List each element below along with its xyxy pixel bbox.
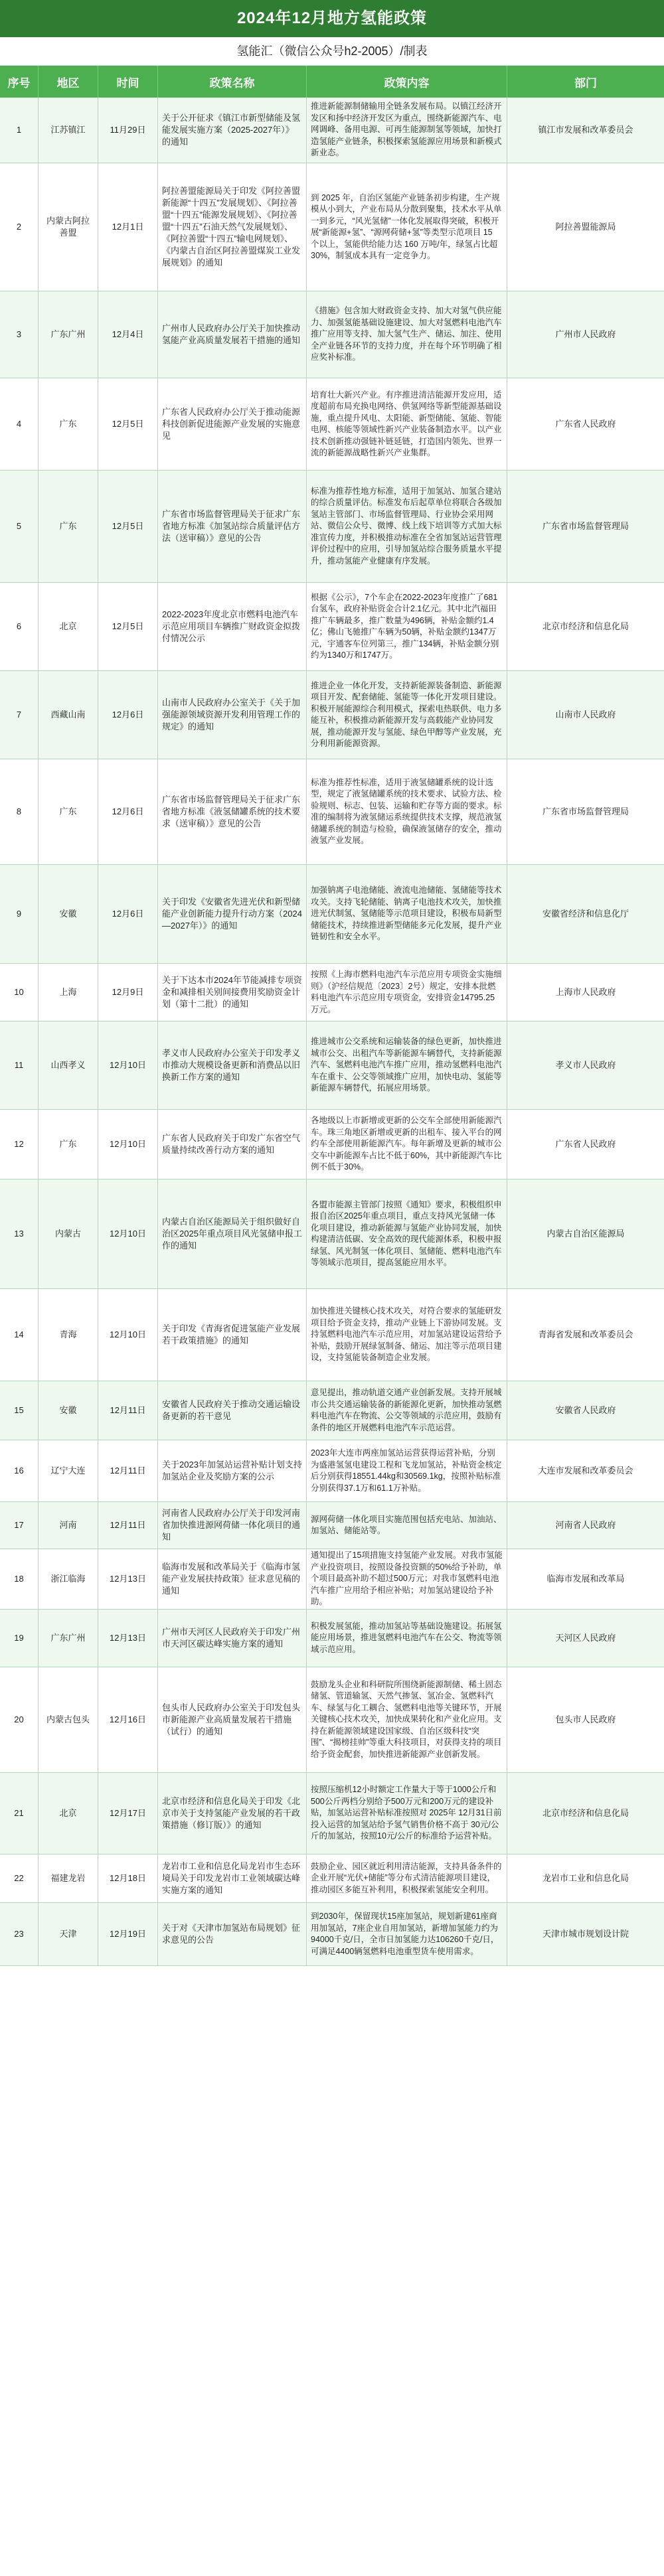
table-row [0,1549,664,1610]
row-number: 11 [0,1022,39,1109]
row-department: 临海市发展和改革局 [546,1574,625,1584]
row-date: 12月11日 [98,1381,158,1440]
row-policy-name: 关于印发《青海省促进氢能产业发展若干政策措施》的通知 [158,1289,307,1381]
row-date: 12月13日 [98,1549,158,1609]
row-department: 阿拉善盟能源局 [555,222,616,232]
row-policy-content: 推进企业一体化开发，支持新能源装备制造、新能源项目开发、配套储能、氢能等一体化开发项目建设。积极开展能源综合利用模式，探索电热联供、电力多能互补，积极推动新能源开发与高载能产业协同发展，推动能源开发与氢能、绿色甲醇等产业发展，充分利用新能源资源。 [307,671,507,759]
row-date: 12月17日 [98,1773,158,1854]
row-department: 北京市经济和信息化局 [542,621,629,631]
row-policy-name: 孝义市人民政府办公室关于印发孝义市推动大规模设备更新和消费品以旧换新工作方案的通知 [158,1022,307,1109]
table-row [0,583,664,671]
row-policy-content: 标准为推荐性标准，适用于液氢储罐系统的设计选型，规定了液氢储罐系统的技术要求、试验方法、检验规则、标志、包装、运输和贮存等方面的要求。标准的编制将为液氢储运系统提供技术支撑，规范液氢储罐系统的制造与检验，确保液氢储存的安全，推动液氢产业发展。 [307,759,507,864]
table-row [0,964,664,1022]
row-department: 上海市人民政府 [555,987,616,997]
table-row [0,1110,664,1179]
row-department: 青海省发展和改革委员会 [538,1329,633,1339]
table-row [0,163,664,291]
table-row [0,1855,664,1903]
row-region: 广东广州 [39,1610,98,1667]
row-policy-content: 源网荷储一体化项目实施范围包括充电站、加油站、加氢站、储能站等。 [307,1502,507,1549]
row-policy-name: 关于2023年加氢站运营补贴计划支持加氢站企业及奖励方案的公示 [158,1440,307,1501]
row-region: 内蒙古 [39,1179,98,1288]
row-department: 广东省人民政府 [555,1139,616,1149]
row-policy-content: 鼓励龙头企业和科研院所围绕新能源制储、稀土固态储氢、管道输氢、天然气掺氢、氢冶金、氢燃料汽车、绿氢与化工耦合、氢燃料电池等关键环节，开展关键核心技术攻关，加快成果转化和产业化应用。支持在新能源领域建设国家级、自治区级科技“突围”、“揭榜挂帅”等重大科技项目，对获得支持的项目给予资金配套，加快推进新能源产业创新发展。 [307,1667,507,1772]
row-number: 14 [0,1289,39,1381]
row-region: 江苏镇江 [39,98,98,163]
table-row [0,671,664,759]
row-policy-name: 龙岩市工业和信息化局龙岩市生态环境局关于印发龙岩市工业领域碳达峰实施方案的通知 [158,1855,307,1902]
row-region: 北京 [39,1773,98,1854]
row-number: 17 [0,1502,39,1549]
row-policy-name: 广东省人民政府关于印发广东省空气质量持续改善行动方案的通知 [158,1110,307,1179]
row-department: 广东省市场监督管理局 [542,806,629,816]
column-header-no: 序号 [0,66,39,98]
column-header-department: 部门 [574,76,597,90]
row-date: 12月13日 [98,1610,158,1667]
row-policy-content: 按照压缩机12小时额定工作量大于等于1000公斤和500公斤两档分别给予500万元和200万元的建设补贴，加氢站运营补贴标准按照对 2025年 12月31日前投入运营的加氢站给予氢气销售价格不高于 30元/公斤的加氢站，按照10元/公斤的标准给予运营补贴。 [307,1773,507,1854]
row-policy-content: 根据《公示》，7个车企在2022-2023年度推广了681台氢车，政府补贴资金合计2.1亿元。其中北汽福田推广车辆最多，推广数量为496辆，补贴金额约1.4亿；佛山飞驰推广车辆为50辆，补贴金额约1347万元，宇通客车位列第三，推广134辆，补贴金额分别约为1340万和1747万。 [307,583,507,670]
row-policy-name: 广州市天河区人民政府关于印发广州市天河区碳达峰实施方案的通知 [158,1610,307,1667]
row-policy-name: 关于印发《安徽省先进光伏和新型储能产业创新能力提升行动方案（2024—2027年）》的通知 [158,865,307,963]
row-policy-name: 广东省市场监督管理局关于征求广东省地方标准《液氢储罐系统的技术要求（送审稿）》意见的公告 [158,759,307,864]
column-header-policy-name: 政策名称 [158,66,307,98]
row-policy-content: 到 2025 年，自治区氢能产业链条初步构建，生产规模从小到大，产业布局从分散到聚集，技术水平从单一到多元，“风光氢储”一体化发展取得突破，积极开展“新能源+氢”、“源网荷储+氢”等类型示范项目 15 个以上，氢能供给能力达 160 万吨/年，绿氢占比超 30%，制氢成本具有一定竞争力。 [307,163,507,291]
row-region: 福建龙岩 [39,1855,98,1902]
row-policy-content: 意见提出，推动轨道交通产业创新发展。支持开展城市公共交通运输装备的新能源化更新，加快推动氢燃料电池汽车在物流、公交等领域的示范应用，鼓励有条件的地区开展燃料电池汽车示范运营。 [307,1381,507,1440]
row-number: 19 [0,1610,39,1667]
table-row [0,1289,664,1381]
row-date: 12月11日 [98,1502,158,1549]
row-policy-name: 广州市人民政府办公厅关于加快推动氢能产业高质量发展若干措施的通知 [158,291,307,378]
row-policy-name: 阿拉善盟能源局关于印发《阿拉善盟新能源“十四五”发展规划》、《阿拉善盟“十四五”能源发展规划》、《阿拉善盟“十四五”石油天然气发展规划》、《阿拉善盟“十四五”输电网规划》、《内蒙古自治区阿拉善盟煤炭工业发展规划》的通知 [158,163,307,291]
row-policy-content: 标准为推荐性地方标准，适用于加氢站、加氢合建站的综合质量评估。标准发布后起草单位将联合各级加氢站主管部门、市场监督管理局、行业协会采用网站、微信公众号、微博、线上线下培训等方式加大标准宣传力度，并积极推动标准在全省加氢站运营管理评价过程中的应用，引导加氢站综合服务质量水平提升，推动氢能产业健康有序发展。 [307,471,507,582]
column-header-policy-content: 政策内容 [307,66,507,98]
row-department: 广州市人民政府 [555,329,616,339]
row-number: 9 [0,865,39,963]
row-department: 大连市发展和改革委员会 [538,1466,633,1476]
row-department: 内蒙古自治区能源局 [546,1229,625,1239]
row-policy-name: 北京市经济和信息化局关于印发《北京市关于支持氢能产业发展的若干政策措施（修订版）》的通知 [158,1773,307,1854]
row-department: 河南省人民政府 [555,1520,616,1530]
row-region: 北京 [39,583,98,670]
row-number: 15 [0,1381,39,1440]
row-date: 12月11日 [98,1440,158,1501]
row-policy-content: 通知提出了15项措施支持氢能产业发展。对我市氢能产业投资项目，按照设备投资额的50%给予补助，单个项目最高补助不超过500万元；对我市氢燃料电池汽车推广应用给予相应补贴；对加氢站建设给予补助。 [307,1549,507,1609]
row-number: 4 [0,378,39,470]
row-policy-content: 到2030年，保留现状15座加氢站，规划新建61座商用加氢站，7座企业自用加氢站，新增加氢能力约为94000千克/日，全市日加氢能力达106260千克/日，可满足4400辆氢燃料电池重型货车使用需求。 [307,1903,507,1965]
row-date: 11月29日 [98,98,158,163]
row-policy-content: 鼓励企业、园区就近利用清洁能源，支持具备条件的企业开展“光伏+储能”等分布式清洁能源项目建设，推动园区多能互补利用，积极探索氢能安全利用。 [307,1855,507,1902]
row-date: 12月4日 [98,291,158,378]
row-department: 广东省人民政府 [555,419,616,429]
row-date: 12月19日 [98,1903,158,1965]
row-number: 20 [0,1667,39,1772]
row-policy-name: 山南市人民政府办公室关于《关于加强能源领域资源开发利用管理工作的规定》的通知 [158,671,307,759]
table-header [0,66,664,98]
row-date: 12月10日 [98,1289,158,1381]
table-row [0,1440,664,1502]
row-region: 内蒙古包头 [39,1667,98,1772]
table-row [0,471,664,583]
table-row [0,98,664,163]
row-number: 22 [0,1855,39,1902]
row-date: 12月6日 [98,865,158,963]
row-region: 安徽 [39,865,98,963]
row-region: 广东 [39,759,98,864]
column-header-date: 时间 [98,66,158,98]
row-date: 12月5日 [98,378,158,470]
row-region: 广东 [39,1110,98,1179]
row-department: 天河区人民政府 [555,1633,616,1643]
row-policy-name: 关于对《天津市加氢站布局规划》征求意见的公告 [158,1903,307,1965]
row-policy-name: 广东省人民政府办公厅关于推动能源科技创新促进能源产业发展的实施意见 [158,378,307,470]
row-number: 23 [0,1903,39,1965]
row-region: 广东 [39,378,98,470]
row-region: 上海 [39,964,98,1021]
row-policy-content: 推进新能源制储输用全链条发展布局。以镇江经济开发区和扬中经济开发区为重点，围绕新能源汽车、电网调峰、备用电源、可再生能源制氢等领域，加快打造氢能产业链条，积极探索氢能源应用场景和新模式新业态。 [307,98,507,163]
sheet-subtitle: 氢能汇（微信公众号h2-2005）/制表 [0,37,664,66]
table-row [0,1022,664,1110]
row-number: 16 [0,1440,39,1501]
row-region: 西藏山南 [39,671,98,759]
table-row [0,1903,664,1966]
row-region: 内蒙古阿拉善盟 [39,163,98,291]
row-policy-content: 培育壮大新兴产业。有序推进清洁能源开发应用，适度超前布局充换电网络、供氢网络等新型能源基础设施，重点提升风电、太阳能、新型储能、氢能、智能电网、核能等领域性新兴产业装备制造水平。以产业技术创新推动强链补链延链，打造国内领先、世界一流的新能源战略性新兴产业集群。 [307,378,507,470]
sheet-title: 2024年12月地方氢能政策 [0,0,664,37]
table-row [0,1179,664,1289]
table-row [0,759,664,865]
column-header-region: 地区 [39,66,98,98]
row-policy-name: 广东省市场监督管理局关于征求广东省地方标准《加氢站综合质量评估方法（送审稿）》意见的公告 [158,471,307,582]
row-number: 21 [0,1773,39,1854]
row-region: 河南 [39,1502,98,1549]
row-date: 12月5日 [98,583,158,670]
row-department: 镇江市发展和改革委员会 [538,125,633,135]
row-department: 龙岩市工业和信息化局 [542,1873,629,1883]
row-policy-name: 包头市人民政府办公室关于印发包头市新能源产业高质量发展若干措施（试行）的通知 [158,1667,307,1772]
row-date: 12月10日 [98,1110,158,1179]
row-department: 安徽省人民政府 [555,1405,616,1415]
row-department: 安徽省经济和信息化厅 [542,909,629,919]
row-number: 2 [0,163,39,291]
row-date: 12月16日 [98,1667,158,1772]
row-policy-content: 加快推进关键核心技术攻关，对符合要求的氢能研发项目给予资金支持，推动产业链上下游协同发展。支持氢燃料电池汽车示范应用，对加氢站建设运营给予补贴，鼓励开展绿氢制备、储运、加注等示范项目建设，支持氢能装备制造企业发展。 [307,1289,507,1381]
table-row [0,1610,664,1667]
table-row [0,1773,664,1855]
row-region: 广东 [39,471,98,582]
row-number: 12 [0,1110,39,1179]
row-date: 12月6日 [98,759,158,864]
row-policy-content: 《措施》包含加大财政资金支持、加大对氢气供应能力、加强氢能基础设施建设、加大对氢燃料电池汽车推广应用等支持、加大氢气生产、储运、加注、使用全产业链各环节的支持力度，并在每个环节明确了相应奖补标准。 [307,291,507,378]
table-row [0,378,664,471]
row-date: 12月9日 [98,964,158,1021]
row-policy-content: 按照《上海市燃料电池汽车示范应用专项资金实施细则》（沪经信规范〔2023〕2号）规定，安排本批燃料电池汽车示范应用专项资金，安排资金14795.25万元。 [307,964,507,1021]
row-date: 12月1日 [98,163,158,291]
row-number: 7 [0,671,39,759]
row-policy-content: 积极发展氢能，推动加氢站等基础设施建设。拓展氢能应用场景，推进氢燃料电池汽车在公交、物流等领域示范应用。 [307,1610,507,1667]
row-region: 山西孝义 [39,1022,98,1109]
row-policy-name: 河南省人民政府办公厅关于印发河南省加快推进源网荷储一体化项目的通知 [158,1502,307,1549]
row-policy-content: 2023年大连市两座加氢站运营获得运营补贴，分别为盛港氢氢电建设工程和飞龙加氢站，补贴资金核定后分别获得18551.44kg和30569.1kg，按照补贴标准分别获得37.1万和61.1万补贴。 [307,1440,507,1501]
row-policy-content: 各地级以上市新增或更新的公交车全部使用新能源汽车。珠三角地区新增或更新的出租车、接入平台的网约车全部使用新能源汽车。每年新增及更新的城市公交车中新能源车占比不低于60%，其中新能源汽车比例不低于30%。 [307,1110,507,1179]
row-date: 12月6日 [98,671,158,759]
row-number: 10 [0,964,39,1021]
table-row [0,291,664,378]
row-policy-name: 2022-2023年度北京市燃料电池汽车示范应用项目车辆推广财政资金拟拨付情况公示 [158,583,307,670]
row-region: 辽宁大连 [39,1440,98,1501]
table-row [0,1381,664,1440]
row-region: 浙江临海 [39,1549,98,1609]
row-policy-name: 临海市发展和改革局关于《临海市氢能产业发展扶持政策》征求意见稿的通知 [158,1549,307,1609]
row-department: 孝义市人民政府 [555,1060,616,1070]
row-number: 6 [0,583,39,670]
row-region: 天津 [39,1903,98,1965]
row-policy-content: 各盟市能源主管部门按照《通知》要求，积极组织申报自治区2025年重点项目，重点支持风光氢储一体化项目建设，推动新能源与氢能产业协同发展，加快构建清洁低碳、安全高效的现代能源体系，积极申报绿氢、风光制氢一体化项目、氢储能、燃料电池汽车等领域示范项目，提高氢能应用水平。 [307,1179,507,1288]
row-date: 12月10日 [98,1022,158,1109]
row-policy-name: 内蒙古自治区能源局关于组织做好自治区2025年重点项目风光氢储申报工作的通知 [158,1179,307,1288]
row-department: 山南市人民政府 [555,710,616,720]
row-region: 安徽 [39,1381,98,1440]
row-date: 12月5日 [98,471,158,582]
row-policy-content: 加强钠离子电池储能、液流电池储能、氢储能等技术攻关。支持飞轮储能、钠离子电池技术攻关，加快推进光伏制氢、氢储能等示范项目建设，积极布局新型储能技术，持续推进新型储能多元化发展，提升产业链韧性和安全水平。 [307,865,507,963]
row-region: 广东广州 [39,291,98,378]
row-policy-name: 安徽省人民政府关于推动交通运输设备更新的若干意见 [158,1381,307,1440]
row-number: 1 [0,98,39,163]
table-row [0,1667,664,1773]
row-number: 13 [0,1179,39,1288]
table-row [0,1502,664,1549]
row-region: 青海 [39,1289,98,1381]
row-department: 北京市经济和信息化局 [542,1808,629,1818]
row-department: 广东省市场监督管理局 [542,521,629,531]
row-number: 18 [0,1549,39,1609]
row-number: 8 [0,759,39,864]
row-policy-name: 关于公开征求《镇江市新型储能及氢能发展实施方案（2025-2027年）》的通知 [158,98,307,163]
table-row [0,865,664,964]
row-policy-content: 推进城市公交系统和运输装备的绿色更新，加快推进城市公交、出租汽车等新能源车辆替代，支持新能源汽车、氢燃料电池汽车推广应用，推动氢燃料电池汽车在重卡、公交等领域推广应用，加快电动、氢能等新能源车辆替代，拓展应用场景。 [307,1022,507,1109]
row-date: 12月18日 [98,1855,158,1902]
row-date: 12月10日 [98,1179,158,1288]
row-number: 5 [0,471,39,582]
row-policy-name: 关于下达本市2024年节能减排专项资金和减排相关别间接费用奖励资金计划（第十二批）的通知 [158,964,307,1021]
row-number: 3 [0,291,39,378]
row-department: 包头市人民政府 [555,1714,616,1724]
policy-table-body [0,98,664,1966]
row-department: 天津市城市规划设计院 [542,1929,629,1939]
